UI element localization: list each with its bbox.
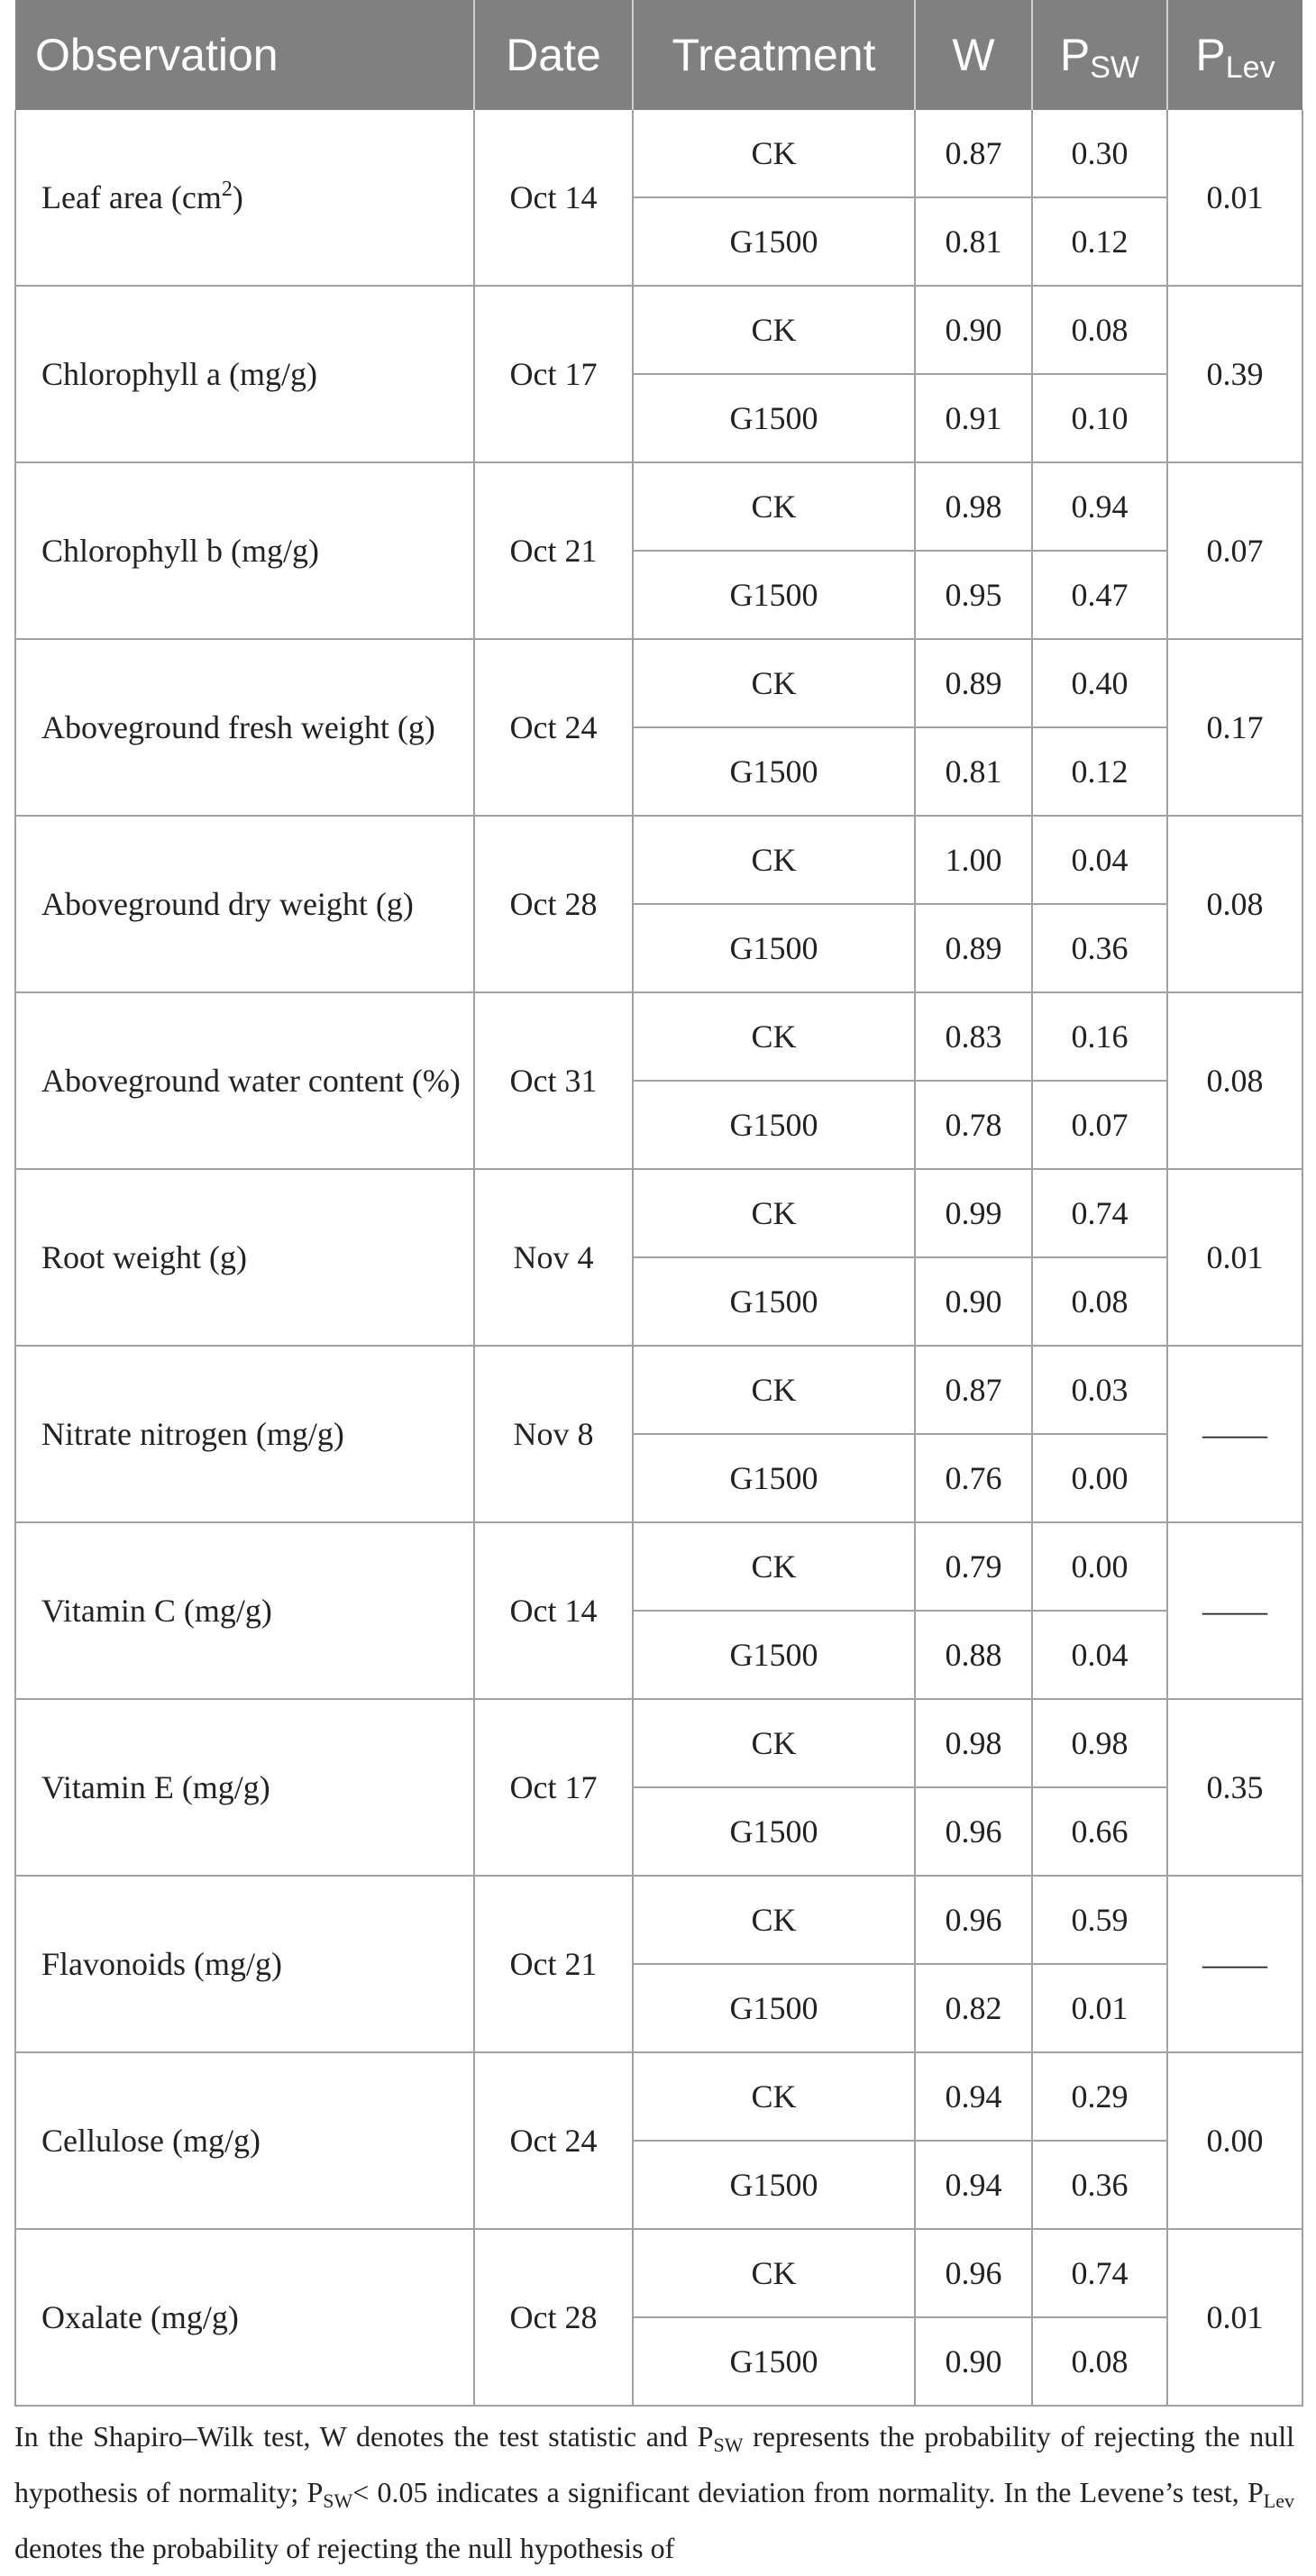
treatment-cell: CK [633, 110, 915, 197]
p-sw-cell: 0.74 [1032, 2229, 1167, 2317]
w-cell: 0.91 [915, 374, 1032, 462]
observation-label: Root weight (g) [41, 1239, 247, 1275]
treatment-cell: G1500 [633, 1257, 915, 1346]
observation-cell [15, 1699, 474, 1876]
p-lev-cell: 0.01 [1167, 110, 1302, 286]
date-cell: Oct 14 [474, 1522, 633, 1699]
treatment-cell: CK [633, 1876, 915, 1964]
table-row-ck [15, 816, 1302, 904]
treatment-cell: G1500 [633, 1611, 915, 1699]
observation-cell [15, 110, 474, 286]
p-sw-cell: 0.98 [1032, 1699, 1167, 1787]
treatment-cell: G1500 [633, 197, 915, 286]
p-sw-cell: 0.59 [1032, 1876, 1167, 1964]
table-row-ck [15, 286, 1302, 374]
p-lev-cell: —— [1167, 1522, 1302, 1699]
header-w: W [915, 0, 1032, 110]
observation-cell [15, 1876, 474, 2052]
header-p-sw-main: P [1059, 30, 1091, 80]
date-cell: Oct 14 [474, 110, 633, 286]
date-cell: Oct 28 [474, 816, 633, 992]
w-cell: 0.87 [915, 110, 1032, 197]
table-row-ck [15, 1346, 1302, 1434]
treatment-cell: G1500 [633, 1787, 915, 1876]
normality-test-table [14, 0, 1303, 2407]
treatment-cell: CK [633, 462, 915, 551]
footnote-subscript: SW [713, 2434, 744, 2456]
observation-cell [15, 2052, 474, 2229]
p-sw-cell: 0.66 [1032, 1787, 1167, 1876]
table-row-ck [15, 1169, 1302, 1257]
p-sw-cell: 0.07 [1032, 1081, 1167, 1169]
p-lev-cell: —— [1167, 1346, 1302, 1522]
observation-cell [15, 462, 474, 639]
w-cell: 0.90 [915, 2317, 1032, 2406]
observation-label: Aboveground water content (%) [41, 1063, 461, 1099]
treatment-cell: G1500 [633, 1081, 915, 1169]
header-date: Date [474, 0, 633, 110]
observation-unit-exponent: 2 [221, 178, 233, 201]
observation-cell [15, 286, 474, 462]
observation-label: Oxalate (mg/g) [41, 2299, 239, 2335]
w-cell: 0.96 [915, 2229, 1032, 2317]
observation-label: Chlorophyll b (mg/g) [41, 533, 319, 569]
treatment-cell: CK [633, 992, 915, 1081]
w-cell: 0.94 [915, 2141, 1032, 2229]
table-row-ck [15, 462, 1302, 551]
p-lev-cell: 0.35 [1167, 1699, 1302, 1876]
treatment-cell: G1500 [633, 1434, 915, 1522]
p-lev-cell: 0.01 [1167, 2229, 1302, 2406]
treatment-cell: G1500 [633, 2317, 915, 2406]
treatment-cell: CK [633, 2052, 915, 2141]
observation-label: Nitrate nitrogen (mg/g) [41, 1416, 344, 1452]
observation-cell [15, 639, 474, 816]
header-p-lev-main: P [1195, 30, 1226, 80]
table-row-ck [15, 992, 1302, 1081]
p-lev-cell: 0.39 [1167, 286, 1302, 462]
p-lev-cell: —— [1167, 1876, 1302, 2052]
p-lev-cell: 0.17 [1167, 639, 1302, 816]
p-sw-cell: 0.08 [1032, 286, 1167, 374]
treatment-cell: CK [633, 1169, 915, 1257]
p-sw-cell: 0.29 [1032, 2052, 1167, 2141]
observation-cell [15, 1169, 474, 1346]
p-sw-cell: 0.12 [1032, 197, 1167, 286]
date-cell: Oct 21 [474, 1876, 633, 2052]
treatment-cell: G1500 [633, 374, 915, 462]
table-body [15, 110, 1302, 2406]
observation-label: Aboveground dry weight (g) [41, 886, 414, 922]
footnote-subscript: SW [323, 2489, 353, 2512]
p-sw-cell: 0.10 [1032, 374, 1167, 462]
treatment-cell: CK [633, 1346, 915, 1434]
w-cell: 0.81 [915, 197, 1032, 286]
p-sw-cell: 0.00 [1032, 1434, 1167, 1522]
observation-label: Aboveground fresh weight (g) [41, 709, 435, 745]
p-sw-cell: 0.74 [1032, 1169, 1167, 1257]
w-cell: 0.90 [915, 1257, 1032, 1346]
observation-label: Vitamin E (mg/g) [41, 1769, 270, 1805]
date-cell: Oct 17 [474, 1699, 633, 1876]
w-cell: 0.83 [915, 992, 1032, 1081]
treatment-cell: G1500 [633, 904, 915, 992]
p-lev-cell: 0.08 [1167, 992, 1302, 1169]
observation-label-tail: ) [232, 179, 243, 215]
table-row-ck [15, 1522, 1302, 1611]
date-cell: Oct 31 [474, 992, 633, 1169]
table-row-ck [15, 1876, 1302, 1964]
w-cell: 0.98 [915, 462, 1032, 551]
p-sw-cell: 0.36 [1032, 904, 1167, 992]
observation-label: Chlorophyll a (mg/g) [41, 356, 317, 392]
header-p-sw-sub: SW [1090, 50, 1140, 85]
footnote-text: < 0.05 indicates a significant deviation from normality. In the Levene’s test, P [352, 2476, 1264, 2508]
observation-cell [15, 1522, 474, 1699]
table-row-ck [15, 2052, 1302, 2141]
p-sw-cell: 0.04 [1032, 1611, 1167, 1699]
footnote-subscript: Lev [1263, 2489, 1294, 2512]
p-sw-cell: 0.04 [1032, 816, 1167, 904]
w-cell: 0.96 [915, 1787, 1032, 1876]
w-cell: 0.78 [915, 1081, 1032, 1169]
w-cell: 1.00 [915, 816, 1032, 904]
treatment-cell: G1500 [633, 551, 915, 639]
observation-label: Cellulose (mg/g) [41, 2123, 260, 2159]
table-row-ck [15, 639, 1302, 727]
w-cell: 0.79 [915, 1522, 1032, 1611]
header-row [15, 0, 1302, 110]
p-lev-cell: 0.07 [1167, 462, 1302, 639]
w-cell: 0.95 [915, 551, 1032, 639]
header-p-lev [1167, 0, 1302, 110]
footnote-text: denotes the probability of rejecting the null hypothesis of [14, 2532, 675, 2564]
observation-cell [15, 816, 474, 992]
table-footnote [14, 2408, 1294, 2576]
p-sw-cell: 0.08 [1032, 2317, 1167, 2406]
treatment-cell: CK [633, 639, 915, 727]
table-row-ck [15, 110, 1302, 197]
treatment-cell: G1500 [633, 2141, 915, 2229]
p-lev-cell: 0.08 [1167, 816, 1302, 992]
treatment-cell: CK [633, 2229, 915, 2317]
w-cell: 0.89 [915, 904, 1032, 992]
w-cell: 0.89 [915, 639, 1032, 727]
w-cell: 0.94 [915, 2052, 1032, 2141]
p-lev-cell: 0.00 [1167, 2052, 1302, 2229]
w-cell: 0.99 [915, 1169, 1032, 1257]
header-observation: Observation [15, 0, 474, 110]
treatment-cell: CK [633, 816, 915, 904]
header-p-lev-sub: Lev [1225, 50, 1275, 85]
p-sw-cell: 0.16 [1032, 992, 1167, 1081]
observation-label: Vitamin C (mg/g) [41, 1593, 272, 1629]
observation-cell [15, 1346, 474, 1522]
date-cell: Oct 24 [474, 639, 633, 816]
p-lev-cell: 0.01 [1167, 1169, 1302, 1346]
w-cell: 0.98 [915, 1699, 1032, 1787]
w-cell: 0.90 [915, 286, 1032, 374]
treatment-cell: CK [633, 1522, 915, 1611]
observation-label: Leaf area (cm [41, 179, 222, 215]
w-cell: 0.81 [915, 727, 1032, 816]
p-sw-cell: 0.08 [1032, 1257, 1167, 1346]
w-cell: 0.82 [915, 1964, 1032, 2052]
footnote-text: represents the probability of rejecting the null hypothesis of normality; P [14, 2420, 1295, 2508]
observation-cell [15, 2229, 474, 2406]
p-sw-cell: 0.12 [1032, 727, 1167, 816]
header-p-sw [1032, 0, 1167, 110]
treatment-cell: CK [633, 1699, 915, 1787]
p-sw-cell: 0.40 [1032, 639, 1167, 727]
p-sw-cell: 0.30 [1032, 110, 1167, 197]
date-cell: Nov 8 [474, 1346, 633, 1522]
treatment-cell: G1500 [633, 1964, 915, 2052]
p-sw-cell: 0.36 [1032, 2141, 1167, 2229]
p-sw-cell: 0.47 [1032, 551, 1167, 639]
w-cell: 0.76 [915, 1434, 1032, 1522]
table-row-ck [15, 2229, 1302, 2317]
p-sw-cell: 0.03 [1032, 1346, 1167, 1434]
date-cell: Oct 17 [474, 286, 633, 462]
header-treatment: Treatment [633, 0, 915, 110]
date-cell: Oct 28 [474, 2229, 633, 2406]
observation-cell [15, 992, 474, 1169]
p-sw-cell: 0.00 [1032, 1522, 1167, 1611]
w-cell: 0.96 [915, 1876, 1032, 1964]
table-row-ck [15, 1699, 1302, 1787]
treatment-cell: CK [633, 286, 915, 374]
table-header [15, 0, 1302, 110]
date-cell: Nov 4 [474, 1169, 633, 1346]
w-cell: 0.88 [915, 1611, 1032, 1699]
p-sw-cell: 0.94 [1032, 462, 1167, 551]
date-cell: Oct 24 [474, 2052, 633, 2229]
w-cell: 0.87 [915, 1346, 1032, 1434]
footnote-text: In the Shapiro–Wilk test, W denotes the test statistic and P [14, 2420, 714, 2453]
observation-label: Flavonoids (mg/g) [41, 1946, 282, 1982]
p-sw-cell: 0.01 [1032, 1964, 1167, 2052]
treatment-cell: G1500 [633, 727, 915, 816]
date-cell: Oct 21 [474, 462, 633, 639]
